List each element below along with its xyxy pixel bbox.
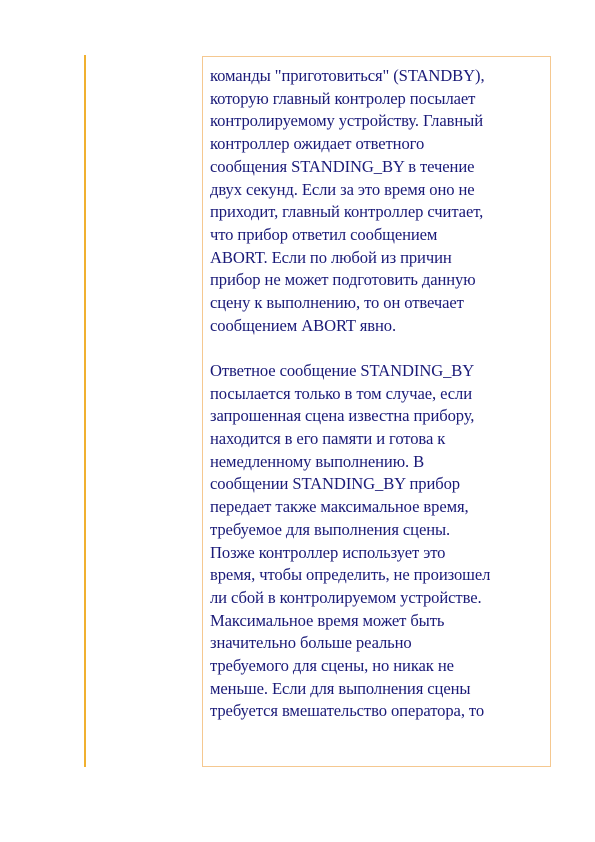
paragraph-2: Ответное сообщение STANDING_BY посылается только в том случае, если запрошенная сцена известна прибору, находится в его памяти и готова к немедленному выполнению. В сообщении STANDING_BY прибор передает также максимальное время, требуемое для выполнения сцены. Позже контроллер использует это время, чтобы определить, не произошел ли сбой в контролируемом устройстве. Максимальное время может быть значительно больше реально требуемого для сцены, но никак не меньше. Если для выполнения сцены требуется вмешательство оператора, то <box>210 360 491 721</box>
margin-rule <box>84 55 86 767</box>
text-frame <box>202 56 551 767</box>
paragraph-1: команды "приготовиться" (STANDBY), которую главный контролер посылает контролируемому устройству. Главный контроллер ожидает ответного сообщения STANDING_BY в течение двух секунд. Если за это время оно не приходит, главный контроллер считает, что прибор ответил сообщением ABORT. Если по любой из причин прибор не может подготовить данную сцену к выполнению, то он отвечает сообщением ABORT явно. <box>210 66 485 335</box>
